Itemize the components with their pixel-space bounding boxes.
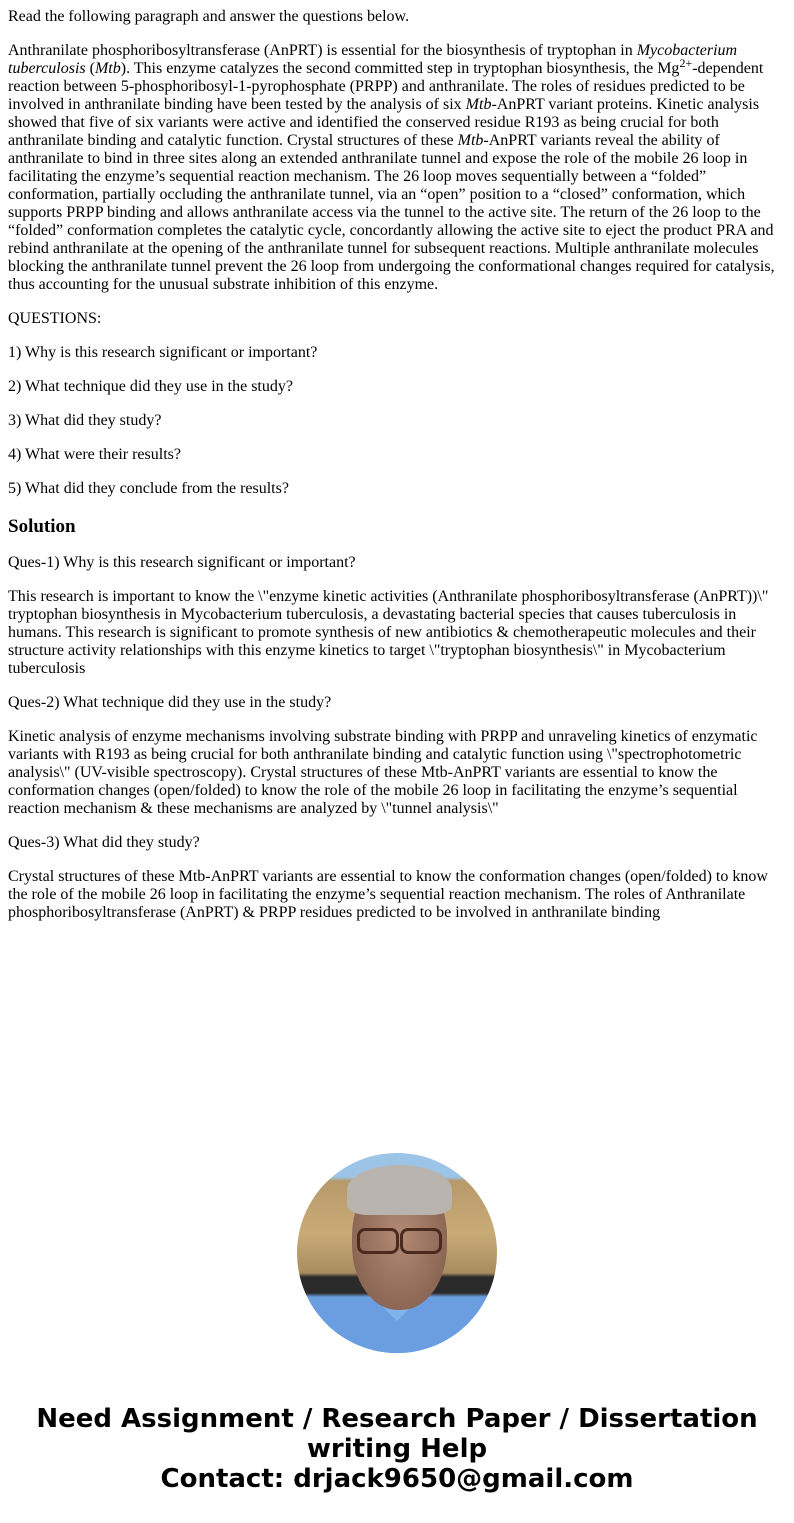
solution-question-1: Ques-1) Why is this research significant or important? bbox=[8, 554, 356, 571]
abstract-text: -dependent reaction between 5-phosphoribosyl-1-pyrophosphate (PRPP) and anthranilate. The roles of residues predicted to be involved in anthranilate binding have been tested by the analysis of six bbox=[8, 60, 764, 113]
avatar-hair bbox=[347, 1165, 452, 1215]
solution-question-2: Ques-2) What technique did they use in the study? bbox=[8, 694, 332, 711]
author-avatar bbox=[297, 1153, 497, 1353]
abstract-text: ( bbox=[85, 60, 95, 77]
question-3: 3) What did they study? bbox=[8, 412, 162, 429]
contact-line: Contact: drjack9650@gmail.com bbox=[160, 1464, 634, 1494]
abstract-text: Anthranilate phosphoribosyltransferase (AnPRT) is essential for the biosynthesis of tryptophan in bbox=[8, 42, 637, 59]
intro-text: Read the following paragraph and answer the questions below. bbox=[8, 8, 410, 25]
solution-question-3: Ques-3) What did they study? bbox=[8, 834, 200, 851]
species-name: Mycobacterium tuberculosis bbox=[8, 42, 738, 77]
solution-answer-3: Crystal structures of these Mtb-AnPRT variants are essential to know the conformation changes (open/folded) to know the role of the mobile 26 loop in facilitating the enzyme’s sequential reaction mechanism. The roles of Anthranilate phosphoribosyltransferase (AnPRT) & PRPP residues predicted to be involved in anthranilate binding bbox=[8, 868, 768, 921]
promo-footer bbox=[0, 1404, 794, 1494]
abstract-text: -AnPRT variants reveal the ability of anthranilate to bind in three sites along an extended anthranilate tunnel and expose the role of the mobile 26 loop in facilitating the enzyme’s sequential reaction mechanism. The 26 loop moves sequentially between a “folded” conformation, partially occluding the anthranilate tunnel, via an “open” position to a “closed” conformation, which supports PRPP binding and allows anthranilate access via the tunnel to the active site. The return of the 26 loop to the “folded” conformation completes the catalytic cycle, concordantly allowing the active site to eject the product PRA and rebind anthranilate at the opening of the anthranilate tunnel for subsequent reactions. Multiple anthranilate molecules blocking the anthranilate tunnel prevent the 26 loop from undergoing the conformational changes required for catalysis, thus accounting for the unusual substrate inhibition of this enzyme. bbox=[8, 132, 775, 293]
abstract-text: ). This enzyme catalyzes the second committed step in tryptophan biosynthesis, the Mg bbox=[120, 60, 680, 77]
solution-answer-2: Kinetic analysis of enzyme mechanisms involving substrate binding with PRPP and unraveling kinetics of enzymatic variants with R193 as being crucial for both anthranilate binding and catalytic function using \"spectrophotometric analysis\" (UV-visible spectroscopy). Crystal structures of these Mtb-AnPRT variants are essential to know the conformation changes (open/folded) to know the role of the mobile 26 loop in facilitating the enzyme’s sequential reaction mechanism & these mechanisms are analyzed by \"tunnel analysis\" bbox=[8, 728, 758, 817]
abbrev: Mtb bbox=[457, 132, 484, 149]
abstract-paragraph bbox=[8, 42, 786, 294]
avatar-glasses bbox=[357, 1228, 399, 1254]
abbrev: Mtb bbox=[465, 96, 492, 113]
abbrev: Mtb bbox=[94, 60, 121, 77]
question-2: 2) What technique did they use in the study? bbox=[8, 378, 293, 395]
question-5: 5) What did they conclude from the results? bbox=[8, 480, 289, 497]
abstract-text: -AnPRT variant proteins. Kinetic analysis showed that five of six variants were active and identified the conserved residue R193 as being crucial for both anthranilate binding and catalytic function. Crystal structures of these bbox=[8, 96, 760, 149]
promo-line: Need Assignment / Research Paper / Dissertation writing Help bbox=[36, 1404, 758, 1464]
questions-label: QUESTIONS: bbox=[8, 310, 102, 327]
question-4: 4) What were their results? bbox=[8, 446, 181, 463]
solution-answer-1: This research is important to know the \"enzyme kinetic activities (Anthranilate phosphoribosyltransferase (AnPRT))\" tryptophan biosynthesis in Mycobacterium tuberculosis, a devastating bacterial species that causes tuberculosis in humans. This research is significant to promote synthesis of new antibiotics & chemotherapeutic molecules and their structure activity relationships with this enzyme kinetics to target \"tryptophan biosynthesis\" in Mycobacterium tuberculosis bbox=[8, 588, 769, 677]
avatar-glasses bbox=[400, 1228, 442, 1254]
superscript: 2+ bbox=[679, 56, 693, 70]
solution-heading: Solution bbox=[8, 516, 76, 537]
question-1: 1) Why is this research significant or important? bbox=[8, 344, 318, 361]
